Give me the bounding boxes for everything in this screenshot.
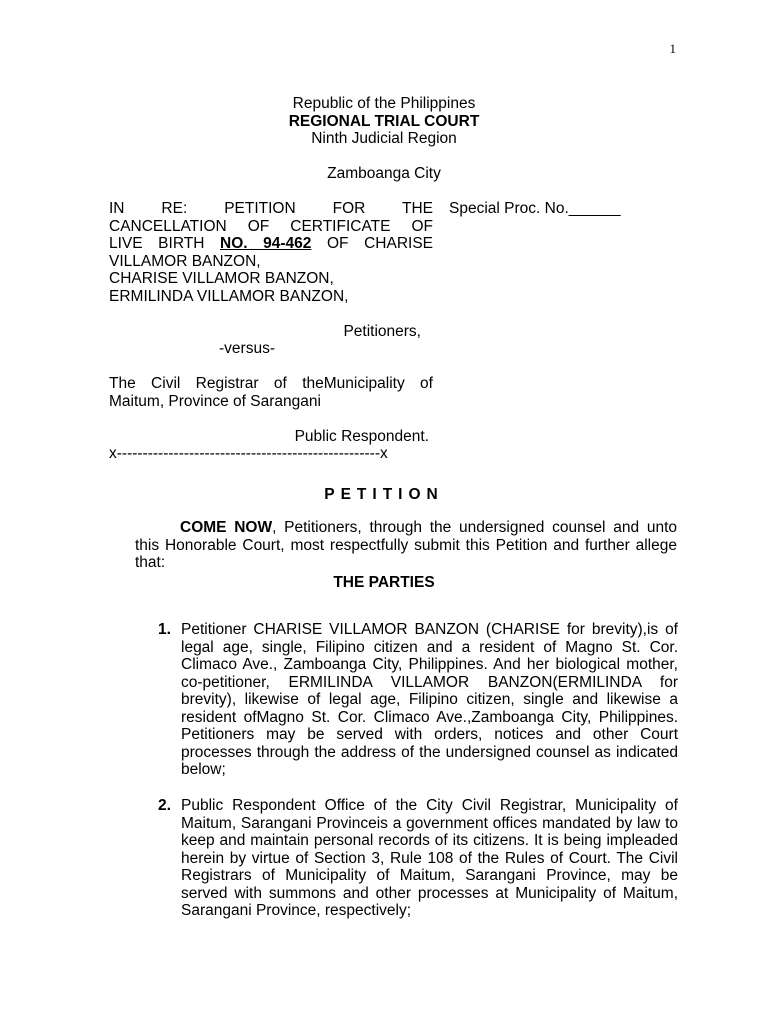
intro-bold: COME NOW (180, 519, 273, 536)
header-region: Ninth Judicial Region (311, 130, 457, 147)
versus-label: -versus- (219, 340, 275, 357)
list-item (158, 797, 678, 920)
caption-line-4: VILLAMOR BANZON, (109, 252, 261, 270)
item-text: Public Respondent Office of the City Civil Registrar, Municipality of Maitum, Sarangani Provinceis a government offices mandated by law to keep and maintain personal records of its citizens. It is being impleaded herein by virtue of Section 3, Rule 108 of the Rules of Court. The Civil Registrars of Municipality of Maitum, Sarangani Province, may be served with summons and other processes at Municipality of Maitum, Sarangani Province, respectively; (181, 797, 678, 919)
respondent-line-2: Maitum, Province of Sarangani (109, 392, 321, 410)
header-city: Zamboanga City (327, 165, 441, 182)
respondent-line-1: The Civil Registrar of theMunicipality of (109, 375, 433, 392)
intro-paragraph (135, 519, 677, 572)
section-heading: THE PARTIES (333, 574, 435, 591)
intro-text: , Petitioners, through the undersigned counsel and unto this Honorable Court, most respectfully submit this Petition and further allege that: (135, 519, 677, 571)
caption-line-3 (109, 235, 433, 253)
item-text: Petitioner CHARISE VILLAMOR BANZON (CHARISE for brevity),is of legal age, single, Filipino citizen and a resident of Magno St. Cor. Climaco Ave., Zamboanga City, Philippines. And her biological mother, co-petitioner, ERMILINDA VILLAMOR BANZON(ERMILINDA for brevity), likewise of legal age, Filipino citizen, single and likewise a resident ofMagno St. Cor. Climaco Ave.,Zamboanga City, Philippines. Petitioners may be served with orders, notices and other Court processes through the address of the undersigned counsel as indicated below; (181, 621, 678, 778)
birth-certificate-number: NO. 94-462 (220, 235, 312, 252)
caption-divider: x---------------------------------------------------x (109, 445, 388, 462)
court-header (0, 95, 768, 183)
public-respondent-label: Public Respondent. (294, 427, 429, 445)
page-number: 1 (669, 41, 676, 56)
document-title: PETITION (324, 486, 444, 503)
item-number: 2. (158, 797, 171, 814)
case-caption (109, 200, 433, 463)
caption-line-1: IN RE: PETITION FOR THE (109, 200, 433, 217)
header-court: REGIONAL TRIAL COURT (288, 112, 480, 130)
caption-line-3-prefix: LIVE BIRTH (109, 235, 220, 252)
caption-line-5: CHARISE VILLAMOR BANZON, (109, 270, 334, 287)
item-number: 1. (158, 621, 171, 638)
list-item (158, 621, 678, 779)
petitioners-label: Petitioners, (343, 322, 421, 340)
caption-line-6: ERMILINDA VILLAMOR BANZON, (109, 287, 349, 305)
caption-line-2: CANCELLATION OF CERTIFICATE OF (109, 217, 433, 235)
special-proc-number: Special Proc. No.______ (449, 200, 621, 217)
caption-line-3-suffix: OF CHARISE (311, 235, 433, 252)
header-republic: Republic of the Philippines (292, 95, 476, 112)
